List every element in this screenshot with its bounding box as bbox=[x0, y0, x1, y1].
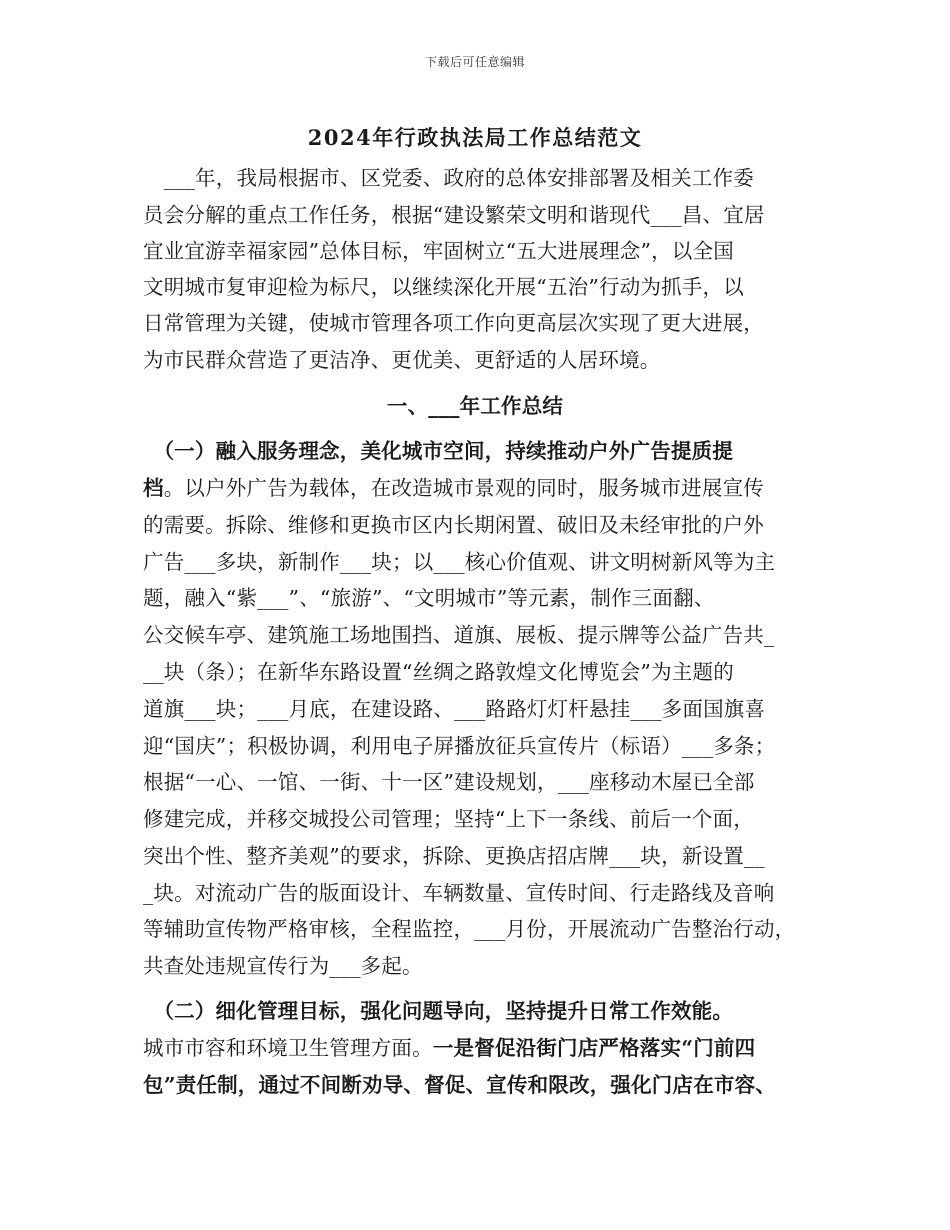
text-line bbox=[143, 841, 765, 871]
text-segment: 一是督促沿街门店严格落实“门前四 bbox=[432, 1036, 756, 1060]
text-line bbox=[143, 236, 734, 266]
text-line bbox=[143, 510, 764, 540]
text-segment: （二）细化管理目标，强化问题导向，坚持提升日常工作效能。 bbox=[143, 999, 734, 1023]
text-line bbox=[0, 391, 950, 421]
text-segment: 宜业宜游幸福家园”总体目标，牢固树立“五大进展理念”，以全国 bbox=[143, 239, 734, 263]
text-line bbox=[143, 996, 733, 1026]
text-line bbox=[143, 163, 754, 193]
text-segment: 修建完成，并移交城投公司管理；坚持“上下一条线、前后一个面， bbox=[143, 807, 754, 831]
text-segment: _块。对流动广告的版面设计、车辆数量、宣传时间、行走路线及音响 bbox=[143, 881, 775, 905]
text-line bbox=[143, 345, 661, 375]
text-line bbox=[143, 657, 734, 687]
text-segment: 等辅助宣传物严格审核，全程监控，___月份，开展流动广告整治行动， bbox=[143, 917, 796, 941]
text-segment: 突出个性、整齐美观”的要求，拆除、更换店招店牌___块，新设置__ bbox=[143, 844, 765, 868]
text-line bbox=[143, 694, 765, 724]
text-segment: 公交候车亭、建筑施工场地围挡、道旗、展板、提示牌等公益广告共_ bbox=[143, 623, 775, 647]
text-line bbox=[143, 436, 733, 466]
text-line bbox=[143, 767, 755, 797]
text-line bbox=[143, 878, 774, 908]
text-line bbox=[143, 473, 764, 503]
text-line bbox=[143, 951, 423, 981]
text-segment: 档 bbox=[143, 476, 164, 500]
text-segment: 日常管理为关键，使城市管理各项工作向更高层次实现了更大进展， bbox=[143, 311, 764, 335]
text-line bbox=[143, 308, 764, 338]
text-line bbox=[143, 547, 775, 577]
text-segment: 题，融入“紫___”、“旅游”、“文明城市”等元素，制作三面翻、 bbox=[143, 586, 715, 610]
text-segment: __块（条）；在新华东路设置“丝绸之路敦煌文化博览会”为主题的 bbox=[143, 660, 734, 684]
text-segment: 员会分解的重点工作任务，根据“建设繁荣文明和谐现代___昌、宜居 bbox=[143, 203, 765, 227]
text-line bbox=[143, 1070, 776, 1100]
text-line bbox=[143, 804, 754, 834]
text-line bbox=[143, 272, 744, 302]
text-segment: 城市市容和环境卫生管理方面。 bbox=[143, 1036, 433, 1060]
text-segment: 为市民群众营造了更洁净、更优美、更舒适的人居环境。 bbox=[143, 348, 661, 372]
page-header: 下载后可任意编辑 bbox=[424, 55, 525, 69]
text-segment: 的需要。拆除、维修和更换市区内长期闲置、破旧及未经审批的户外 bbox=[143, 513, 764, 537]
text-segment: 一、___年工作总结 bbox=[386, 394, 564, 418]
text-segment: 根据“一心、一馆、一街、十一区”建设规划，___座移动木屋已全部 bbox=[143, 770, 755, 794]
text-line bbox=[143, 200, 765, 230]
document-title: 2024年行政执法局工作总结范文 bbox=[307, 125, 643, 150]
text-segment: （一）融入服务理念，美化城市空间，持续推动户外广告提质提 bbox=[143, 439, 734, 463]
text-line bbox=[143, 620, 774, 650]
text-segment: 共查处违规宣传行为___多起。 bbox=[143, 954, 423, 978]
text-segment: 广告___多块，新制作___块；以___核心价值观、讲文明树新风等为主 bbox=[143, 550, 776, 574]
text-line bbox=[143, 583, 715, 613]
text-line bbox=[143, 1033, 755, 1063]
text-segment: 。以户外广告为载体，在改造城市景观的同时，服务城市进展宣传 bbox=[163, 476, 765, 500]
text-line bbox=[143, 914, 795, 944]
text-segment: 文明城市复审迎检为标尺，以继续深化开展“五治”行动为抓手，以 bbox=[143, 275, 744, 299]
text-segment: ___年，我局根据市、区党委、政府的总体安排部署及相关工作委 bbox=[143, 166, 754, 190]
text-line bbox=[143, 731, 775, 761]
text-segment: 包”责任制，通过不间断劝导、督促、宣传和限改，强化门店在市容、 bbox=[143, 1073, 776, 1097]
text-segment: 道旗___块；___月底，在建设路、___路路灯灯杆悬挂___多面国旗喜 bbox=[143, 697, 766, 721]
text-segment: 迎“国庆”；积极协调，利用电子屏播放征兵宣传片（标语）___多条； bbox=[143, 734, 776, 758]
